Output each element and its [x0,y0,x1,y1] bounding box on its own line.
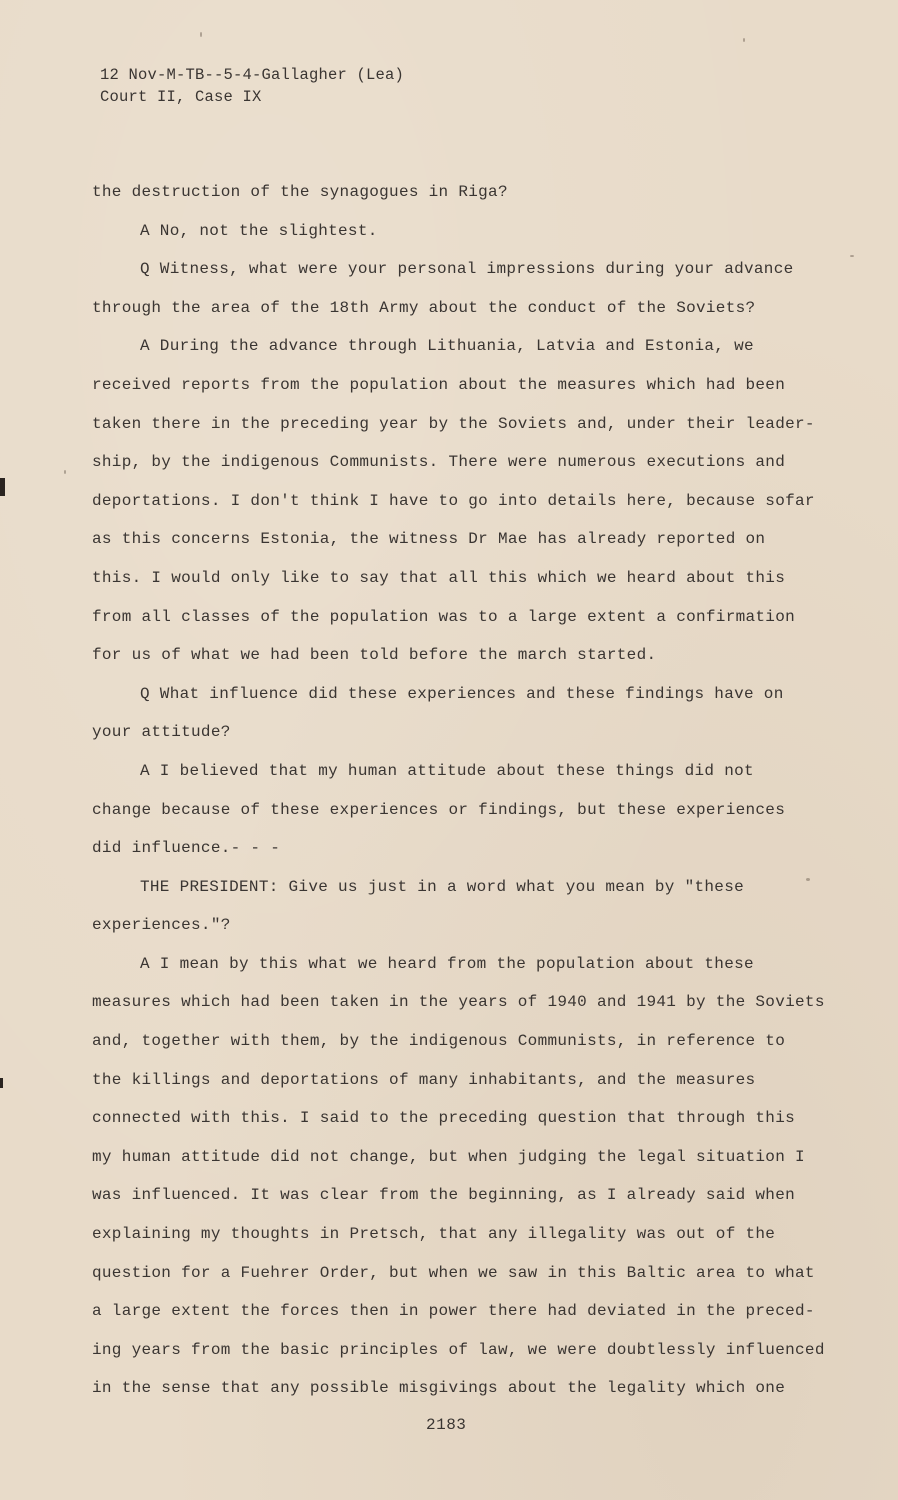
transcript-line: did influence.- - - [92,839,281,858]
transcript-body [92,178,825,1413]
transcript-line: A During the advance through Lithuania, Latvia and Estonia, we [140,337,754,356]
transcript-line: through the area of the 18th Army about the conduct of the Soviets? [92,298,756,317]
transcript-line: measures which had been taken in the years of 1940 and 1941 by the Soviets [92,993,825,1012]
transcript-line: deportations. I don't think I have to go into details here, because sofar [92,491,815,510]
left-edge-mark [0,1078,3,1088]
transcript-line: a large extent the forces then in power there had deviated in the preced- [92,1302,815,1321]
left-edge-mark [0,478,5,496]
transcript-line: Q What influence did these experiences and these findings have on [140,684,784,703]
transcript-line: change because of these experiences or findings, but these experiences [92,800,786,819]
transcript-line: your attitude? [92,723,231,742]
transcript-line: for us of what we had been told before the march started. [92,646,657,665]
transcript-line: received reports from the population about the measures which had been [92,375,786,394]
paper-speck [64,470,66,474]
transcript-line: explaining my thoughts in Pretsch, that any illegality was out of the [92,1225,776,1244]
transcript-line: THE PRESIDENT: Give us just in a word what you mean by "these [140,877,744,896]
document-header [100,64,404,108]
transcript-line: this. I would only like to say that all this which we heard about this [92,568,786,587]
transcript-line: ship, by the indigenous Communists. There were numerous executions and [92,453,786,472]
transcript-line: A No, not the slightest. [140,221,378,240]
transcript-line: from all classes of the population was to a large extent a confirmation [92,607,796,626]
transcript-line: the killings and deportations of many inhabitants, and the measures [92,1070,756,1089]
transcript-line: Q Witness, what were your personal impressions during your advance [140,260,794,279]
transcript-line: A I believed that my human attitude about these things did not [140,761,754,780]
paper-speck [743,38,745,42]
transcript-line: as this concerns Estonia, the witness Dr Mae has already reported on [92,530,766,549]
transcript-line: was influenced. It was clear from the beginning, as I already said when [92,1186,796,1205]
paper-speck [806,878,810,881]
transcript-line: question for a Fuehrer Order, but when we saw in this Baltic area to what [92,1263,815,1282]
transcript-line: connected with this. I said to the preceding question that through this [92,1109,796,1128]
transcript-line: taken there in the preceding year by the Soviets and, under their leader- [92,414,815,433]
page-number: 2183 [426,1416,467,1434]
header-line-2: Court II, Case IX [100,88,262,106]
transcript-line: and, together with them, by the indigenous Communists, in reference to [92,1032,786,1051]
transcript-line: A I mean by this what we heard from the population about these [140,954,754,973]
transcript-line: ing years from the basic principles of law, we were doubtlessly influenced [92,1340,825,1359]
paper-speck [200,32,202,37]
transcript-line: the destruction of the synagogues in Riga? [92,183,508,201]
paper-speck [850,255,854,257]
header-line-1: 12 Nov-M-TB--5-4-Gallagher (Lea) [100,66,405,84]
transcript-line: my human attitude did not change, but when judging the legal situation I [92,1147,805,1166]
transcript-line: in the sense that any possible misgivings about the legality which one [92,1379,786,1398]
transcript-line: experiences."? [92,916,231,935]
